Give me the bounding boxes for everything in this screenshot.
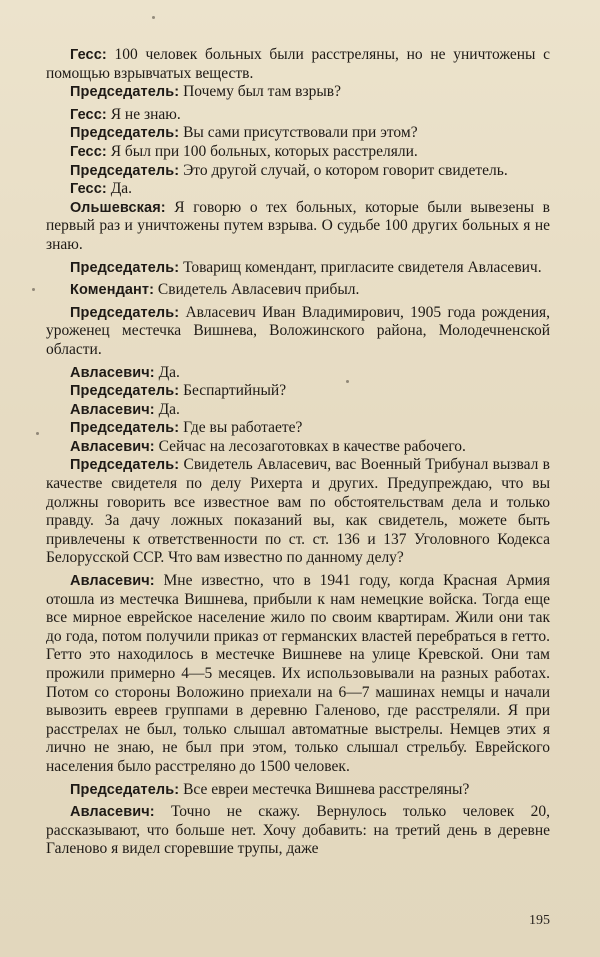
- paragraph-text: Да.: [154, 400, 180, 418]
- speaker-label: Авласевич:: [70, 573, 155, 590]
- paragraph-15: [46, 419, 550, 438]
- paragraph-text: Я был при 100 больных, которых расстреляли.: [106, 142, 418, 160]
- paragraph-1: [46, 46, 550, 83]
- paragraph-9: [46, 259, 550, 278]
- paragraph-text: Вы сами присутствовали при этом?: [179, 124, 418, 142]
- paper-speck: [152, 16, 155, 19]
- paragraph-12: [46, 364, 550, 383]
- paragraph-2: [46, 83, 550, 102]
- paragraph-18: [46, 572, 550, 777]
- paragraph-20: [46, 803, 550, 859]
- speaker-label: Председатель:: [70, 420, 180, 437]
- speaker-label: Авласевич:: [70, 438, 155, 455]
- paper-speck: [32, 288, 35, 291]
- speaker-label: Авласевич:: [70, 804, 155, 821]
- speaker-label: Гесс:: [70, 143, 107, 160]
- paragraph-text: Это другой случай, о котором говорит свидетель.: [179, 161, 508, 179]
- speaker-label: Авласевич:: [70, 364, 155, 381]
- speaker-label: Председатель:: [70, 162, 180, 179]
- paragraph-text: Все евреи местечка Вишнева расстреляны?: [179, 780, 470, 798]
- paragraph-text: Точно не скажу. Вернулось только человек 20, рассказывают, что больше нет. Хочу добавить: на третий день в деревне Галеново я видел сгоревшие трупы, даже: [46, 803, 550, 858]
- page-number: 195: [529, 913, 550, 928]
- paragraph-11: [46, 304, 550, 360]
- speaker-label: Председатель:: [70, 125, 180, 142]
- speaker-label: Председатель:: [70, 383, 180, 400]
- speaker-label: Авласевич:: [70, 401, 155, 418]
- paragraph-text: Почему был там взрыв?: [179, 83, 341, 101]
- paragraph-text: Авласевич Иван Владимирович, 1905 года рождения, уроженец местечка Вишнева, Воложинского района, Молодечненской области.: [46, 303, 550, 358]
- paragraph-14: [46, 401, 550, 420]
- speaker-label: Председатель:: [70, 84, 180, 101]
- paragraph-text: Я не знаю.: [106, 105, 181, 123]
- paragraph-7: [46, 180, 550, 199]
- paragraph-text: Мне известно, что в 1941 году, когда Красная Армия отошла из местечка Вишнева, прибыли к нам немецкие войска. Тогда еще все мирное еврейское население жило по своим квартирам. Жили они так до года, потом получили приказ от германских властей перебраться в гетто. Гетто это находилось в местечке Вишневе на улице Кревской. Они там прожили примерно 4—5 месяцев. Их использовывали на разных работах. Потом со стороны Воложино приехали на 6—7 машинах немцы и начали вывозить евреев группами в деревню Галеново, где расстреляли. Я при расстрелах не был, только слышал автоматные выстрелы. Немцев этих я лично не знаю, не был при этом, только слышал стрельбу. Еврейского населения было расстреляно до 1500 человек.: [46, 572, 550, 775]
- paragraph-5: [46, 143, 550, 162]
- paragraph-text: Я говорю о тех больных, которые были вывезены в первый раз и уничтожены путем взрыва. О судьбе 100 других больных я не знаю.: [46, 198, 550, 253]
- speaker-label: Председатель:: [70, 457, 180, 474]
- speaker-label: Гесс:: [70, 106, 107, 123]
- paragraph-text: Товарищ комендант, пригласите свидетеля Авласевич.: [179, 258, 542, 276]
- paragraph-4: [46, 124, 550, 143]
- paragraph-16: [46, 438, 550, 457]
- paragraph-13: [46, 382, 550, 401]
- paragraph-6: [46, 162, 550, 181]
- paragraph-text: Да.: [154, 363, 180, 381]
- page-text: [46, 46, 550, 859]
- speaker-label: Комендант:: [70, 282, 155, 299]
- speaker-label: Гесс:: [70, 47, 107, 63]
- paragraph-text: Свидетель Авласевич, вас Военный Трибунал вызвал в качестве свидетеля по делу Рихерта и других. Предупреждаю, что вы должны говорить все известное вам по обстоятельствам дела и только правду. За дачу ложных показаний вы, как свидетель, можете быть привлечены к ответственности по ст. ст. 136 и 137 Уголовного Кодекса Белорусской ССР. Что вам известно по данному делу?: [46, 456, 550, 567]
- speaker-label: Гесс:: [70, 181, 107, 198]
- speaker-label: Ольшевская:: [70, 199, 166, 216]
- paragraph-19: [46, 781, 550, 800]
- paragraph-17: [46, 456, 550, 568]
- paragraph-10: [46, 281, 550, 300]
- paragraph-text: Свидетель Авласевич прибыл.: [154, 281, 360, 299]
- paragraph-text: 100 человек больных были расстреляны, но не уничтожены с помощью взрывчатых веществ.: [46, 46, 550, 82]
- paper-speck: [36, 432, 39, 435]
- speaker-label: Председатель:: [70, 304, 180, 321]
- paper-speck: [346, 380, 349, 383]
- paragraph-3: [46, 106, 550, 125]
- speaker-label: Председатель:: [70, 259, 180, 276]
- paragraph-text: Сейчас на лесозаготовках в качестве рабочего.: [154, 437, 466, 455]
- paragraph-text: Да.: [106, 180, 133, 198]
- paragraph-text: Беспартийный?: [179, 382, 287, 400]
- paragraph-text: Где вы работаете?: [179, 419, 303, 437]
- paragraph-8: [46, 199, 550, 255]
- speaker-label: Председатель:: [70, 781, 180, 798]
